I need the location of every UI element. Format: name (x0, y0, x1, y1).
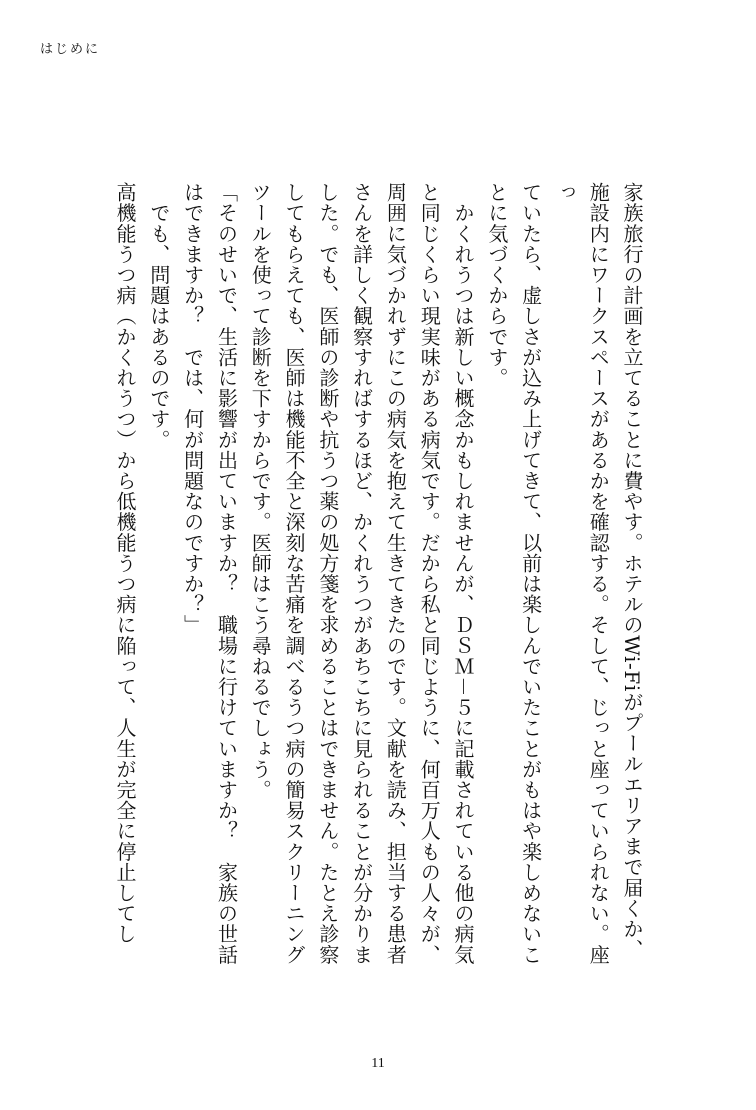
running-head: はじめに (40, 42, 101, 57)
text-line: 施設内にワークスペースがあるかを確認する。そして、じっと座っていられない。座っ (552, 182, 611, 965)
text-line: でも、問題はあるのです。 (146, 182, 171, 450)
text-line: 「そのせいで、生活に影響が出ていますか？ 職場に行けていますか？ 家族の世話 (214, 182, 239, 965)
page-number: 11 (371, 1056, 385, 1071)
text-line: 高機能うつ病（かくれうつ）から低機能うつ病に陥って、人生が完全に停止してし (113, 182, 138, 945)
text-line: した。でも、医師の診断や抗うつ薬の処方箋を求めることはできません。たとえ診察 (315, 182, 340, 965)
text-line: ていたら、虚しさが込み上げてきて、以前は楽しんでいたことがもはや楽しめないこ (518, 182, 543, 965)
text-line: とに気づくからです。 (484, 182, 509, 388)
text-line: かくれうつは新しい概念かもしれませんが、ＤＳＭ－５に記載されている他の病気 (451, 182, 476, 965)
text-line: 家族旅行の計画を立てることに費やす。ホテルのWi-Fiがプールエリアまで届くか、 (620, 182, 644, 960)
text-line: はできますか？ では、何が問題なのですか？」 (180, 182, 205, 636)
body-text (108, 182, 648, 972)
text-line: 周囲に気づかれずにこの病気を抱えて生きてきたのです。文献を読み、担当する患者 (383, 182, 408, 965)
text-line: してもらえても、医師は機能不全と深刻な苦痛を調べるうつ病の簡易スクリーニング (282, 182, 307, 965)
text-line: ツールを使って診断を下すからです。医師はこう尋ねるでしょう。 (248, 182, 273, 800)
text-line: と同じくらい現実味がある病気です。だから私と同じように、何百万人もの人々が、 (417, 182, 442, 965)
text-line: さんを詳しく観察すればするほど、かくれうつがあちこちに見られることが分かりま (349, 182, 374, 965)
